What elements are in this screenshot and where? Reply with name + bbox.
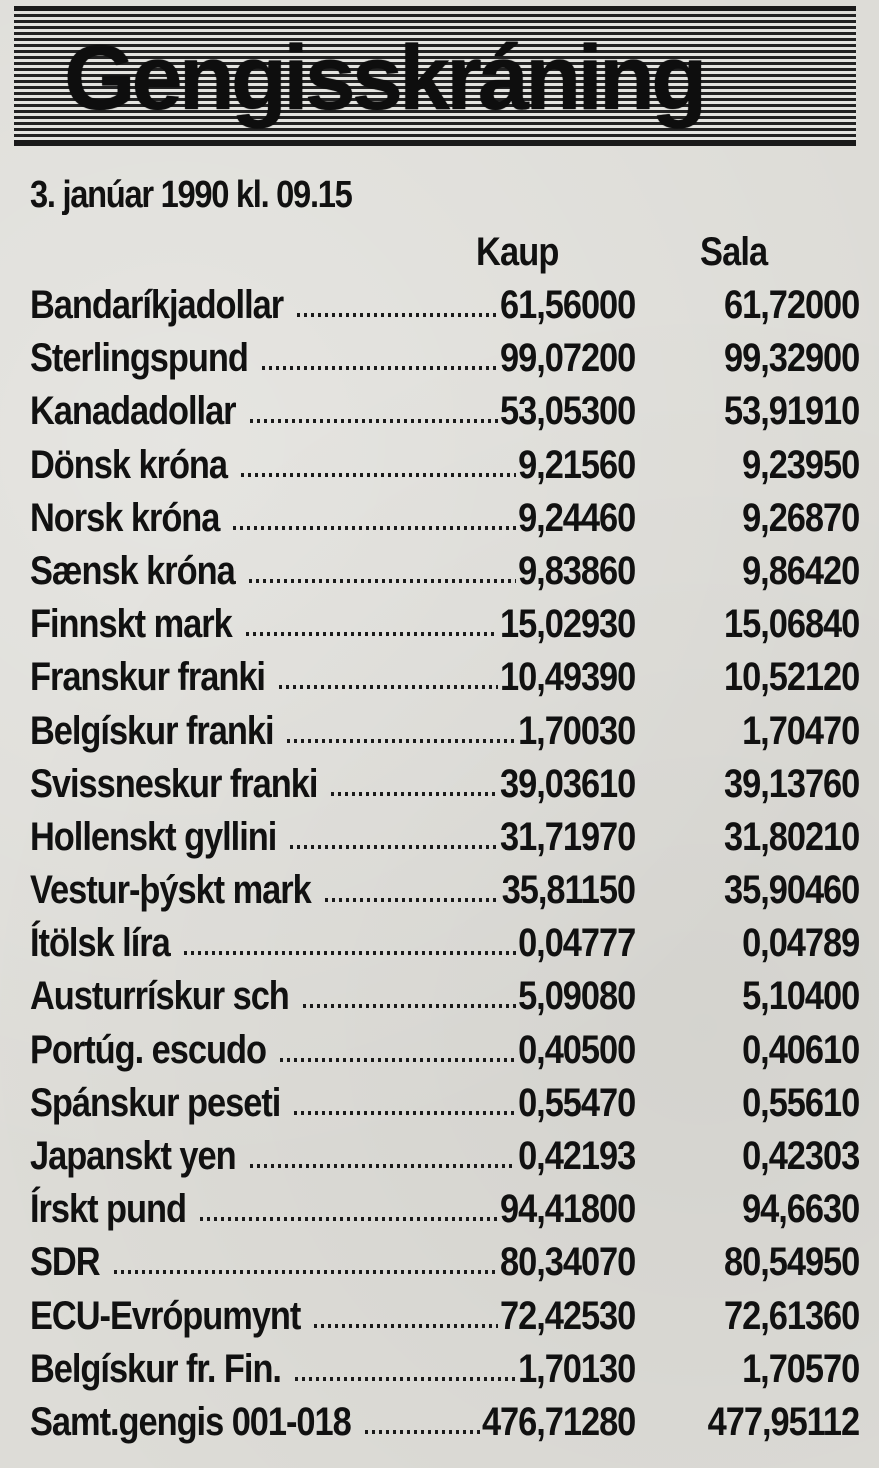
buy-rate: 99,07200 [499, 336, 635, 381]
sell-rate: 72,61360 [723, 1293, 859, 1338]
sell-rate: 0,55610 [741, 1080, 859, 1125]
sell-rate: 0,42303 [741, 1134, 859, 1178]
header-rule [14, 140, 856, 146]
currency-name: Vestur-þýskt mark [30, 868, 311, 913]
currency-name: Japanskt yen [30, 1134, 236, 1178]
rate-row [0, 971, 879, 1024]
column-header-buy: Kaup [476, 230, 559, 274]
currency-name: Sænsk króna [30, 548, 235, 593]
currency-name: Samt.gengis 001-018 [30, 1399, 351, 1444]
sell-rate: 5,10400 [741, 974, 859, 1019]
currency-name: Ítölsk líra [30, 921, 170, 966]
rate-row [0, 1344, 879, 1397]
currency-name: Norsk króna [30, 495, 220, 540]
page-title: Gengisskráning [64, 27, 704, 129]
currency-name: Austurrískur sch [30, 974, 289, 1019]
currency-name: Írskt pund [30, 1187, 186, 1232]
rate-row [0, 812, 879, 865]
sell-rate: 10,52120 [723, 655, 859, 700]
buy-rate: 9,21560 [517, 442, 635, 487]
buy-rate: 5,09080 [517, 974, 635, 1019]
buy-rate: 94,41800 [499, 1187, 635, 1232]
exchange-rate-table [0, 280, 879, 1450]
dot-leader-fill [200, 1217, 498, 1221]
dot-leader-fill [184, 951, 516, 955]
sell-rate: 15,06840 [723, 602, 859, 647]
buy-rate: 35,81150 [501, 868, 635, 913]
buy-rate: 80,34070 [499, 1240, 635, 1285]
buy-rate: 0,42193 [517, 1134, 635, 1178]
dot-leader-fill [280, 1058, 516, 1062]
dot-leader-fill [314, 1324, 497, 1328]
sell-rate: 477,95112 [707, 1399, 859, 1444]
buy-rate: 39,03610 [499, 761, 635, 806]
buy-rate: 0,04777 [517, 921, 635, 966]
sell-rate: 9,26870 [741, 495, 859, 540]
rate-row [0, 546, 879, 599]
dot-leader [30, 1237, 498, 1287]
column-header-sell: Sala [700, 230, 768, 274]
dot-leader-fill [297, 313, 498, 317]
rate-row [0, 706, 879, 759]
sell-rate: 53,91910 [723, 389, 859, 434]
dot-leader-fill [250, 1164, 516, 1168]
dot-leader-fill [249, 579, 516, 583]
dot-leader-fill [331, 792, 497, 796]
sell-rate: 39,13760 [723, 761, 859, 806]
buy-rate: 1,70130 [517, 1346, 635, 1391]
sell-rate: 0,40610 [741, 1027, 859, 1072]
currency-name: Sterlingspund [30, 336, 248, 381]
buy-rate: 0,40500 [517, 1027, 635, 1072]
buy-rate: 72,42530 [499, 1293, 635, 1338]
sell-rate: 0,04789 [741, 921, 859, 966]
sell-rate: 1,70570 [741, 1346, 859, 1391]
rate-row [0, 1291, 879, 1344]
buy-rate: 9,83860 [517, 548, 635, 593]
rate-row [0, 918, 879, 971]
rate-row [0, 1131, 879, 1184]
rate-row [0, 493, 879, 546]
buy-rate: 61,56000 [499, 283, 635, 327]
rate-row [0, 1237, 879, 1290]
rate-row [0, 440, 879, 493]
buy-rate: 0,55470 [517, 1080, 635, 1125]
dot-leader-fill [325, 898, 500, 902]
currency-name: SDR [30, 1240, 100, 1285]
currency-name: Belgískur franki [30, 708, 274, 753]
currency-name: Svissneskur franki [30, 761, 318, 806]
rate-row [0, 759, 879, 812]
dot-leader-fill [365, 1430, 480, 1434]
sell-rate: 94,6630 [741, 1187, 859, 1232]
top-rule [14, 6, 856, 11]
sell-rate: 9,86420 [741, 548, 859, 593]
sell-rate: 80,54950 [723, 1240, 859, 1285]
rate-row [0, 1397, 879, 1450]
buy-rate: 31,71970 [499, 814, 635, 859]
currency-name: ECU-Evrópumynt [30, 1293, 301, 1338]
dot-leader-fill [303, 1004, 516, 1008]
currency-name: Finnskt mark [30, 602, 232, 647]
dot-leader-fill [287, 739, 515, 743]
sell-rate: 31,80210 [723, 814, 859, 859]
dot-leader-fill [294, 1111, 516, 1115]
rate-row [0, 1078, 879, 1131]
currency-name: Belgískur fr. Fin. [30, 1346, 281, 1391]
rate-row [0, 386, 879, 439]
buy-rate: 10,49390 [499, 655, 635, 700]
sell-rate: 1,70470 [741, 708, 859, 753]
dot-leader-fill [279, 685, 498, 689]
buy-rate: 53,05300 [499, 389, 635, 434]
currency-name: Franskur franki [30, 655, 265, 700]
rate-row [0, 1184, 879, 1237]
rate-row [0, 865, 879, 918]
currency-name: Dönsk króna [30, 442, 228, 487]
sell-rate: 35,90460 [723, 868, 859, 913]
dot-leader-fill [295, 1377, 516, 1381]
sell-rate: 61,72000 [723, 283, 859, 327]
dot-leader-fill [241, 473, 516, 477]
buy-rate: 15,02930 [499, 602, 635, 647]
dot-leader-fill [233, 526, 515, 530]
dot-leader-fill [290, 845, 498, 849]
rate-row [0, 652, 879, 705]
rate-row [0, 599, 879, 652]
sell-rate: 99,32900 [723, 336, 859, 381]
buy-rate: 9,24460 [517, 495, 635, 540]
dot-leader-fill [262, 366, 498, 370]
currency-name: Portúg. escudo [30, 1027, 266, 1072]
rate-row [0, 280, 879, 333]
dot-leader-fill [246, 632, 498, 636]
buy-rate: 476,71280 [481, 1399, 635, 1444]
currency-name: Kanadadollar [30, 389, 236, 434]
rate-row [0, 333, 879, 386]
currency-name: Spánskur peseti [30, 1080, 281, 1125]
sell-rate: 9,23950 [741, 442, 859, 487]
dot-leader-fill [114, 1270, 498, 1274]
rate-row [0, 1025, 879, 1078]
date-line: 3. janúar 1990 kl. 09.15 [30, 174, 352, 216]
buy-rate: 1,70030 [517, 708, 635, 753]
currency-name: Hollenskt gyllini [30, 814, 277, 859]
currency-name: Bandaríkjadollar [30, 283, 284, 327]
dot-leader-fill [250, 419, 498, 423]
